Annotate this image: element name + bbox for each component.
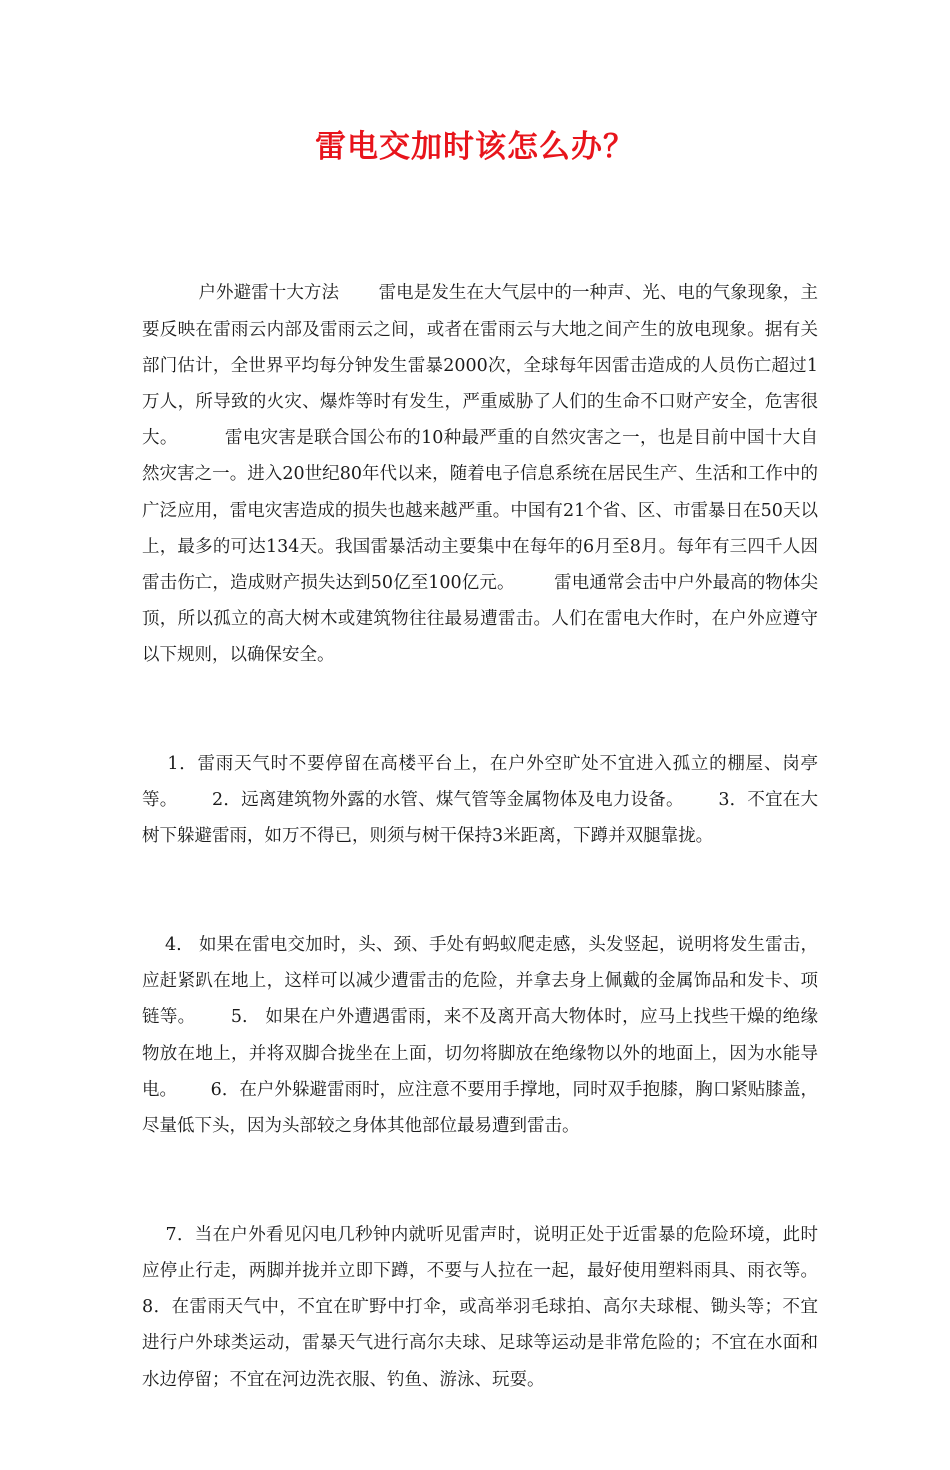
paragraph-intro: 户外避雷十大方法 雷电是发生在大气层中的一种声、光、电的气象现象，主要反映在雷雨云内部及雷雨云之间，或者在雷雨云与大地之间产生的放电现象。据有关部门估计，全世界平均每分钟发生雷暴2000次，全球每年因雷击造成的人员伤亡超过1万人，所导致的火灾、爆炸等时有发生，严重威胁了人们的生命不口财产安全，危害很大。 雷电灾害是联合国公布的10种最严重的自然灾害之一，也是目前中国十大自然灾害之一。进入20世纪80年代以来，随着电子信息系统在居民生产、生活和工作中的广泛应用，雷电灾害造成的损失也越来越严重。中国有21个省、区、市雷暴日在50天以上，最多的可达134天。我国雷暴活动主要集中在每年的6月至8月。每年有三四千人因雷击伤亡，造成财产损失达到50亿至100亿元。 雷电通常会击中户外最高的物体尖顶，所以孤立的高大树木或建筑物往往最易遭雷击。人们在雷电大作时，在户外应遵守以下规则，以确保安全。 — [142, 283, 818, 666]
paragraph-rules-4-6: 4. 如果在雷电交加时，头、颈、手处有蚂蚁爬走感，头发竖起，说明将发生雷击，应赶紧趴在地上，这样可以减少遭雷击的危险，并拿去身上佩戴的金属饰品和发卡、项链等。 5. 如果在户外遭遇雷雨，来不及离开高大物体时，应马上找些干燥的绝缘物放在地上，并将双脚合拢坐在上面，切勿将脚放在绝缘物以外的地面上，因为水能导电。 6．在户外躲避雷雨时，应注意不要用手撑地，同时双手抱膝，胸口紧贴膝盖，尽量低下头，因为头部较之身体其他部位最易遭到雷击。 — [142, 935, 818, 1137]
paragraph-rules-1-3: 1．雷雨天气时不要停留在高楼平台上，在户外空旷处不宜进入孤立的棚屋、岗亭等。 2．远离建筑物外露的水管、煤气管等金属物体及电力设备。 3．不宜在大树下躲避雷雨，如万不得已，则须与树干保持3米距离，下蹲并双腿靠拢。 — [142, 754, 818, 847]
document-body — [142, 203, 852, 1470]
document-title: 雷电交加时该怎么办？ — [315, 129, 635, 165]
paragraph-rules-7-8: 7．当在户外看见闪电几秒钟内就听见雷声时，说明正处于近雷暴的危险环境，此时应停止行走，两脚并拢并立即下蹲，不要与人拉在一起，最好使用塑料雨具、雨衣等。 8．在雷雨天气中，不宜在旷野中打伞，或高举羽毛球拍、高尔夫球棍、锄头等；不宜进行户外球类运动，雷暴天气进行高尔夫球、足球等运动是非常危险的；不宜在水面和水边停留；不宜在河边洗衣服、钓鱼、游泳、玩耍。 — [142, 1224, 852, 1390]
